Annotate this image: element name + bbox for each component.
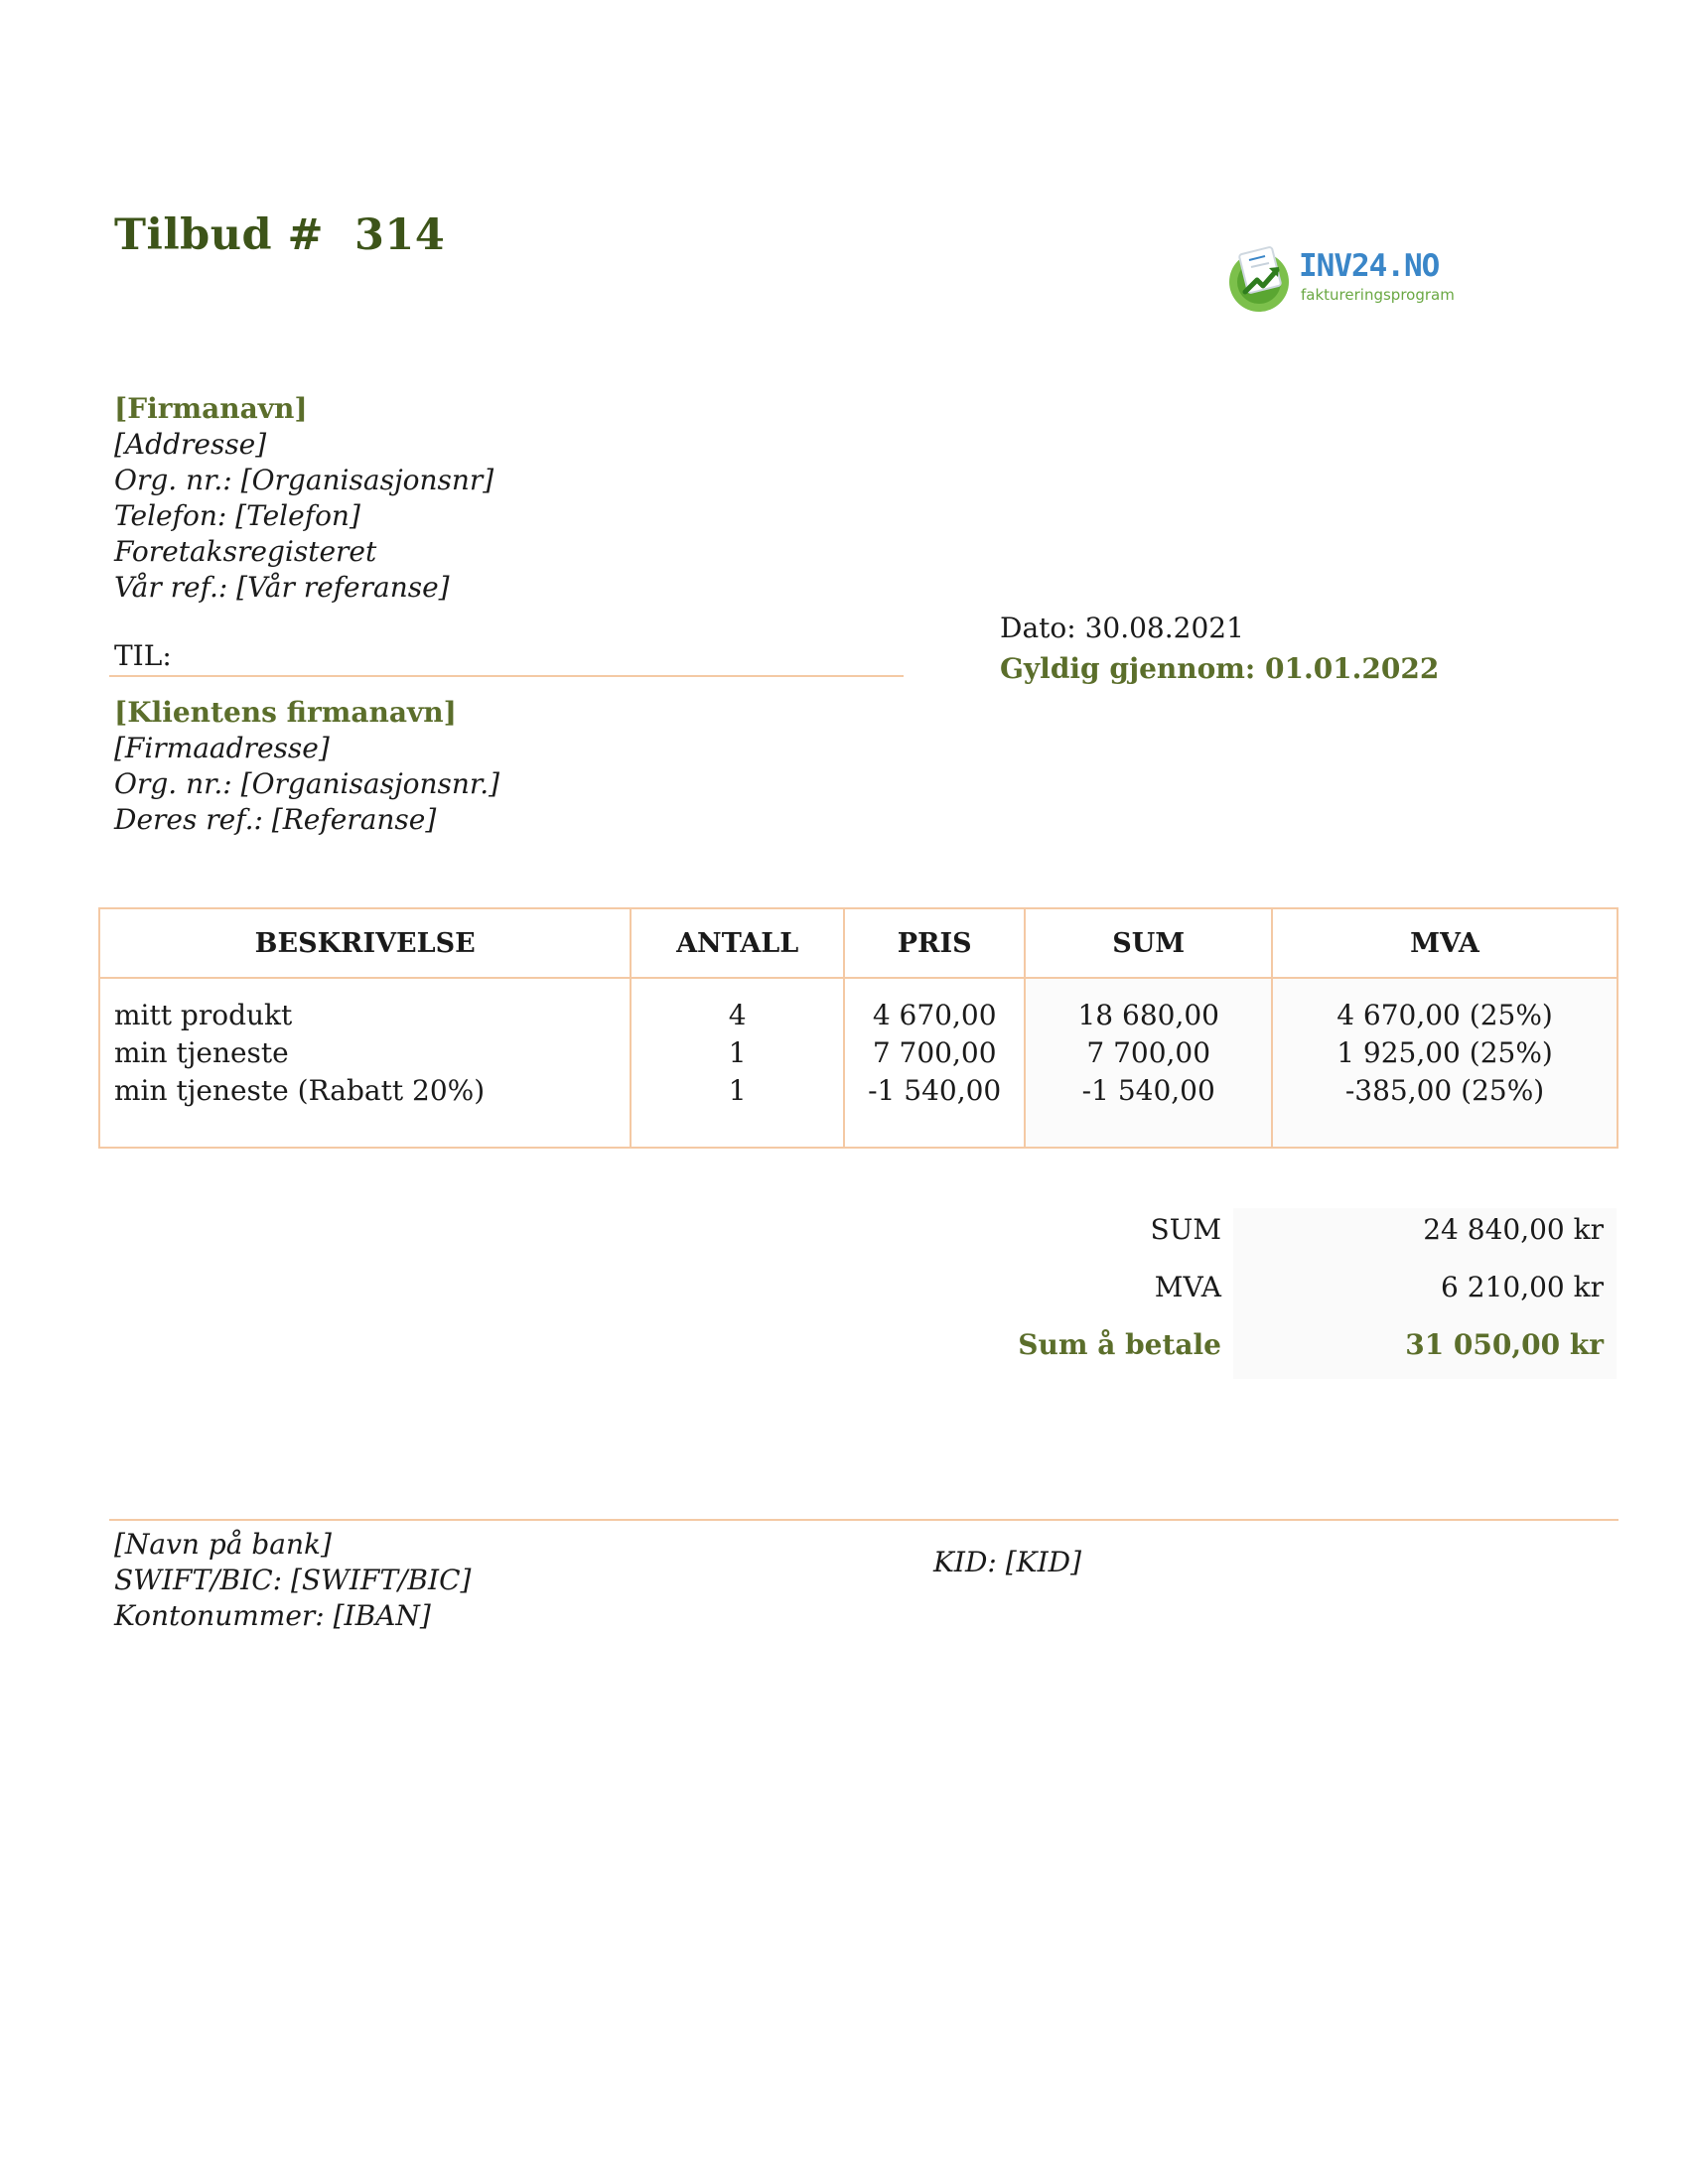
row-sum: 18 680,00 <box>1077 999 1219 1031</box>
row-description: mitt produkt <box>114 999 293 1031</box>
row-sum: 7 700,00 <box>1086 1036 1211 1069</box>
amount-due-label: Sum å betale <box>1018 1328 1221 1361</box>
footer-divider <box>109 1519 1618 1521</box>
quantity-cell <box>631 978 844 1148</box>
row-quantity: 4 <box>728 999 747 1031</box>
col-vat-header: MVA <box>1272 908 1618 978</box>
recipient-company: [Klientens firmanavn] <box>114 696 457 729</box>
company-logo <box>1225 242 1455 314</box>
row-vat: 4 670,00 (25%) <box>1336 999 1553 1031</box>
quote-title: Tilbud # 314 <box>114 210 446 260</box>
sender-block <box>114 391 493 606</box>
row-price: 7 700,00 <box>872 1036 997 1069</box>
quote-date: Dato: 30.08.2021 <box>1000 612 1244 644</box>
recipient-divider <box>109 675 904 677</box>
amount-due-value: 31 050,00 kr <box>1405 1328 1604 1361</box>
row-quantity: 1 <box>728 1036 747 1069</box>
invoice-arrow-logo-icon <box>1225 242 1295 314</box>
row-quantity: 1 <box>728 1074 747 1107</box>
col-quantity-header: ANTALL <box>631 908 844 978</box>
table-header-row <box>99 908 1618 978</box>
subtotal-label: SUM <box>1150 1213 1221 1246</box>
sender-phone: Telefon: [Telefon] <box>114 499 360 532</box>
recipient-block <box>114 695 499 838</box>
subtotal-value: 24 840,00 kr <box>1423 1213 1604 1246</box>
quote-valid-until: Gyldig gjennom: 01.01.2022 <box>1000 652 1440 685</box>
sender-org: Org. nr.: [Organisasjonsnr] <box>114 464 494 496</box>
bank-account: Kontonummer: [IBAN] <box>114 1599 431 1632</box>
logo-tagline: faktureringsprogram <box>1301 286 1455 304</box>
kid-reference: KID: [KID] <box>933 1546 1082 1578</box>
vat-cell <box>1272 978 1618 1148</box>
row-description: min tjeneste (Rabatt 20%) <box>114 1074 486 1107</box>
recipient-ref: Deres ref.: [Referanse] <box>114 803 437 836</box>
bank-swift: SWIFT/BIC: [SWIFT/BIC] <box>114 1564 472 1596</box>
sender-company: [Firmanavn] <box>114 392 308 425</box>
bank-details <box>114 1527 471 1634</box>
col-description-header: BESKRIVELSE <box>99 908 631 978</box>
row-vat: 1 925,00 (25%) <box>1336 1036 1553 1069</box>
logo-wordmark: INV24.NO <box>1299 248 1440 284</box>
table-row <box>99 978 1618 1148</box>
recipient-org: Org. nr.: [Organisasjonsnr.] <box>114 767 500 800</box>
row-vat: -385,00 (25%) <box>1344 1074 1545 1107</box>
sender-register: Foretaksregisteret <box>114 535 377 568</box>
row-sum: -1 540,00 <box>1081 1074 1215 1107</box>
vat-total-value: 6 210,00 kr <box>1441 1271 1604 1303</box>
vat-total-label: MVA <box>1154 1271 1221 1303</box>
row-price: -1 540,00 <box>868 1074 1002 1107</box>
sender-ref: Vår ref.: [Vår referanse] <box>114 571 450 604</box>
description-cell <box>99 978 631 1148</box>
bank-name: [Navn på bank] <box>114 1528 332 1561</box>
line-items-table <box>98 907 1618 1149</box>
row-price: 4 670,00 <box>872 999 997 1031</box>
col-price-header: PRIS <box>844 908 1025 978</box>
recipient-label: TIL: <box>114 639 172 672</box>
row-description: min tjeneste <box>114 1036 289 1069</box>
sum-cell <box>1025 978 1272 1148</box>
recipient-address: [Firmaadresse] <box>114 732 330 764</box>
price-cell <box>844 978 1025 1148</box>
sender-address: [Addresse] <box>114 428 267 461</box>
col-sum-header: SUM <box>1025 908 1272 978</box>
